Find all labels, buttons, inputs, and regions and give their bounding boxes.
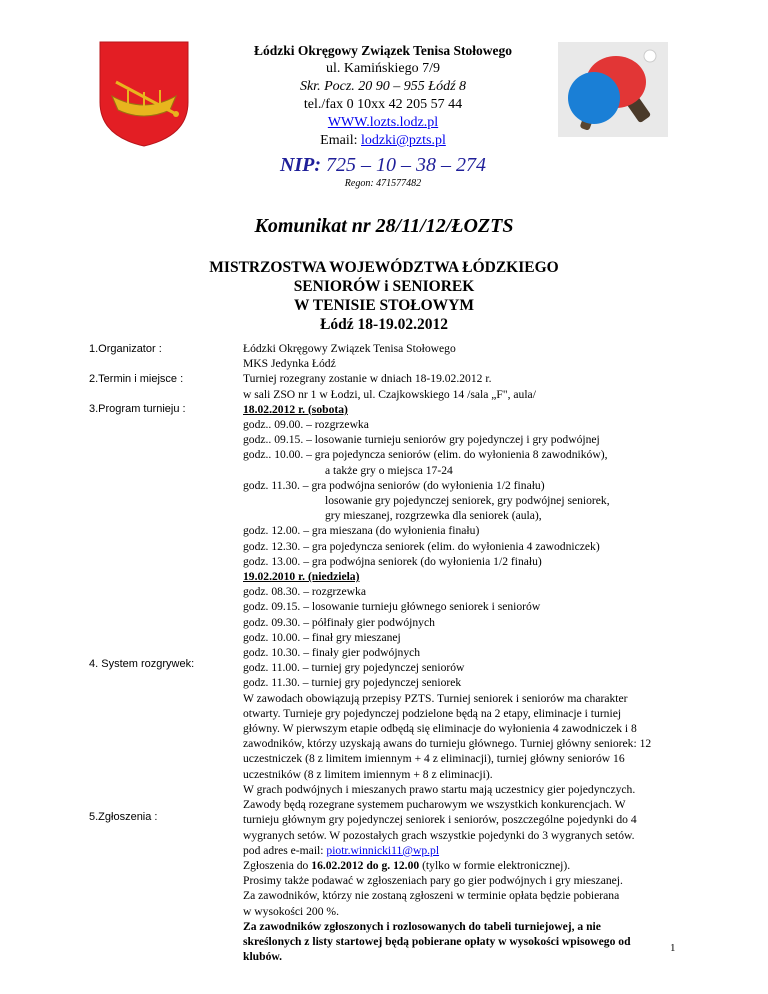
- page-number: 1: [670, 942, 676, 954]
- program-item: godz.. 09.00. – rozgrzewka: [243, 418, 369, 432]
- nip: [200, 153, 566, 177]
- system-line: W zawodach obowiązują przepisy PZTS. Turniej seniorek i seniorów ma charakter: [243, 691, 628, 705]
- deadline-prefix: Zgłoszenia do: [243, 858, 312, 872]
- program-item: godz. 11.30. – gra podwójna seniorów (do wyłonienia 1/2 finału): [243, 478, 545, 492]
- program-item: godz.. 09.15. – losowanie turnieju seniorów gry pojedynczej i gry podwójnej: [243, 433, 600, 447]
- label-program: 3.Program turnieju :: [89, 403, 186, 415]
- label-entries: 5.Zgłoszenia :: [89, 811, 158, 823]
- nip-label: NIP:: [279, 154, 322, 176]
- label-term: 2.Termin i miejsce :: [89, 373, 184, 385]
- label-organizer: 1.Organizator :: [89, 343, 162, 355]
- street-address: ul. Kamińskiego 7/9: [326, 61, 440, 76]
- system-line: uczestniczek (8 z limitem imiennym + 4 z eliminacji), turniej główny seniorów 16: [243, 752, 625, 766]
- email-label: Email:: [320, 133, 361, 148]
- system-line: uczestników (8 z limitem imiennym + 8 z eliminacji).: [243, 767, 493, 781]
- coat-of-arms-icon: [98, 40, 190, 148]
- term-line-2: w sali ZSO nr 1 w Łodzi, ul. Czajkowskiego 14 /sala „F", aula/: [243, 387, 536, 401]
- title-line-2: SENIORÓW i SENIOREK: [293, 278, 475, 295]
- program-item: losowanie gry pojedynczej seniorek, gry podwójnej seniorek,: [325, 494, 610, 508]
- label-system: 4. System rozgrywek:: [89, 658, 195, 670]
- entries-line: w wysokości 200 %.: [243, 904, 339, 918]
- entries-address: [243, 843, 713, 858]
- program-item: godz. 12.00. – gra mieszana (do wyłonienia finału): [243, 524, 480, 538]
- system-line: Zawody będą rozegrane systemem pucharowym we wszystkich konkurencjach. W: [243, 798, 626, 812]
- email-link[interactable]: lodzki@pzts.pl: [361, 133, 446, 148]
- program-item: a także gry o miejsca 17-24: [325, 463, 453, 477]
- entries-bold-line: klubów.: [243, 950, 282, 964]
- deadline-suffix: (tylko w formie elektronicznej).: [419, 858, 571, 872]
- system-line: wygranych setów. W pozostałych grach wszystkie pojedynki do 3 wygranych setów.: [243, 828, 635, 842]
- system-line: W grach podwójnych i mieszanych prawo startu mają uczestnicy gier pojedynczych.: [243, 782, 636, 796]
- program-item: godz. 10.00. – finał gry mieszanej: [243, 630, 401, 644]
- org-name: Łódzki Okręgowy Związek Tenisa Stołowego: [253, 43, 513, 58]
- nip-value: 725 – 10 – 38 – 274: [326, 154, 487, 176]
- title-line-3: W TENISIE STOŁOWYM: [293, 297, 475, 314]
- ping-pong-paddles-icon: [558, 42, 668, 137]
- entries-bold-line: skreślonych z listy startowej będą pobierane opłaty w wysokości wpisowego od: [243, 934, 631, 948]
- program-day-2: 19.02.2010 r. (niedziela): [243, 570, 360, 584]
- program-item: godz. 08.30. – rozgrzewka: [243, 585, 366, 599]
- document-body: [243, 341, 713, 964]
- entries-line: Prosimy także podawać w zgłoszeniach pary go gier podwójnych i gry mieszanej.: [243, 874, 623, 888]
- entries-email-link[interactable]: piotr.winnicki11@wp.pl: [326, 843, 440, 857]
- program-item: godz. 11.30. – turniej gry pojedynczej seniorek: [243, 676, 462, 690]
- event-title: [0, 258, 768, 334]
- system-line: zawodników, którzy uzyskają awans do turnieju głównego. Turniej główny seniorek: 12: [243, 737, 652, 751]
- program-day-1: 18.02.2012 r. (sobota): [243, 402, 348, 416]
- title-line-1: MISTRZOSTWA WOJEWÓDZTWA ŁÓDZKIEGO: [209, 259, 559, 276]
- program-item: godz. 09.15. – losowanie turnieju głównego seniorek i seniorów: [243, 600, 541, 614]
- deadline-date: 16.02.2012 do g. 12.00: [311, 858, 420, 872]
- system-line: turnieju głównym gry pojedynczej seniorek i seniorów, poszczególne pojedynki do 4: [243, 813, 637, 827]
- phone: tel./fax 0 10xx 42 205 57 44: [303, 97, 463, 112]
- program-item: gry mieszanej, rozgrzewka dla seniorek (aula),: [325, 509, 542, 523]
- entries-deadline: [243, 858, 713, 873]
- entries-bold-line: Za zawodników zgłoszonych i rozlosowanych do tabeli turniejowej, a nie: [243, 919, 601, 933]
- letterhead: [200, 42, 566, 191]
- entries-address-label: pod adres e-mail:: [243, 843, 327, 857]
- entries-line: Za zawodników, którzy nie zostaną zgłoszeni w terminie opłata będzie pobierana: [243, 889, 620, 903]
- organizer-line-2: MKS Jedynka Łódź: [243, 357, 336, 371]
- program-item: godz. 09.30. – półfinały gier podwójnych: [243, 615, 435, 629]
- regon: Regon: 471577482: [344, 178, 422, 189]
- title-line-4: Łódź 18-19.02.2012: [320, 316, 448, 333]
- program-item: godz. 12.30. – gra pojedyncza seniorek (elim. do wyłonienia 4 zawodniczek): [243, 539, 600, 553]
- system-line: otwarty. Turnieje gry pojedynczej podzielone będą na 2 etapy, eliminacje i turniej: [243, 706, 622, 720]
- program-item: godz. 11.00. – turniej gry pojedynczej seniorów: [243, 661, 465, 675]
- organizer-line-1: Łódzki Okręgowy Związek Tenisa Stołowego: [243, 342, 456, 355]
- term-line-1: Turniej rozegrany zostanie w dniach 18-19.02.2012 r.: [243, 372, 492, 386]
- communique-number: Komunikat nr 28/11/12/ŁOZTS: [254, 215, 514, 237]
- website-link[interactable]: WWW.lozts.lodz.pl: [327, 115, 439, 130]
- system-line: główny. W pierwszym etapie odbędą się eliminacje do wyłonienia 4 zawodniczek i 8: [243, 722, 637, 736]
- program-item: godz. 10.30. – finały gier podwójnych: [243, 646, 421, 660]
- program-item: godz. 13.00. – gra podwójna seniorek (do wyłonienia 1/2 finału): [243, 554, 542, 568]
- postbox-address: Skr. Pocz. 20 90 – 955 Łódź 8: [299, 79, 467, 94]
- program-item: godz.. 10.00. – gra pojedyncza seniorów (elim. do wyłonienia 8 zawodników),: [243, 448, 608, 462]
